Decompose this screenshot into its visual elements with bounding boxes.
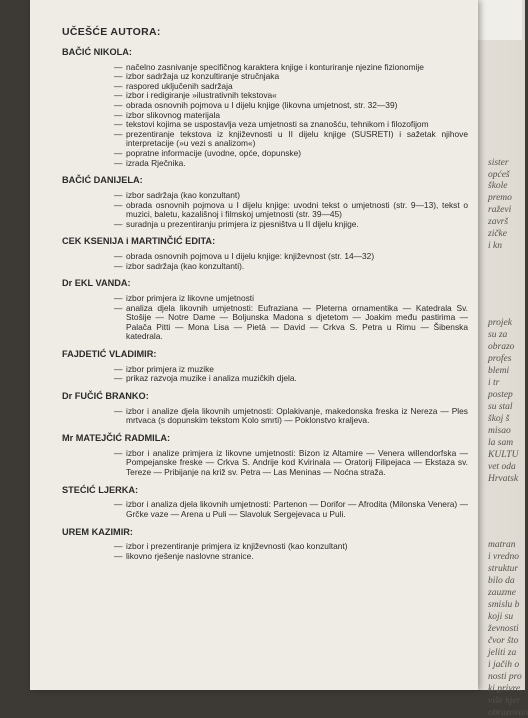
facing-page-line: obrazovan [488,708,528,718]
contribution-item: — obrada osnovnih pojmova u I dijelu knjige: uvodni tekst o umjetnosti (str. 9—13), tekst o muzici, baletu, kazališnoj i filmskoj umjetnosti (str. 39—45) [116,201,468,220]
contribution-list [60,252,468,271]
facing-page-line: i jačih o [488,660,520,670]
facing-page-line: završ [488,217,509,227]
facing-page-line: i vredno [488,552,520,562]
facing-page-line: koji su [488,612,514,622]
facing-page-line: smislu b [488,600,520,610]
contribution-item: — izbor sadržaja (kao konzultant) [116,191,468,201]
facing-page-line: škoj š [488,414,510,424]
author-name: STEĆIĆ LJERKA: [62,484,139,495]
facing-page-line: KULTU [488,450,519,460]
author-name: BAČIĆ DANIJELA: [62,175,143,186]
contribution-item: — izbor primjera iz muzike [116,365,468,375]
contribution-item: — obrada osnovnih pojmova u I dijelu knjige: književnost (str. 14—32) [116,252,468,262]
facing-page-line: ževnosti [488,624,519,634]
contribution-item: — izbor slikovnog materijala [116,111,468,121]
author-section [60,48,468,168]
facing-page-line: struktur [488,564,519,574]
author-section [60,434,468,478]
facing-page-line: bilo da [488,576,515,586]
contribution-item: — raspored uključenih sadržaja [116,82,468,92]
contribution-item: — izbor i analiza djela likovnih umjetnosti: Partenon — Dorifor — Afrodita (Milonska Venera) — Grčke vaze — Arena u Puli — Slavoluk Sergejevaca u Puli. [116,500,468,519]
page-content [60,28,468,562]
contribution-item: — prezentiranje tekstova iz književnosti u II dijelu knjige (SUSRETI) i sažetak njihove interpretacije (»u vezi s analizom«) [116,130,468,149]
contribution-item: — tekstovi kojima se uspostavlja veza umjetnosti sa znanošću, tehnikom i filozofijom [116,120,468,130]
facing-page-line: zičke [488,229,507,239]
facing-page-line: čvor što [488,636,519,646]
contribution-item: — izbor i analize primjera iz likovne umjetnosti: Bizon iz Altamire — Venera willendorfska — Pompejanske freske — Crkva S. Andrije kod Kvirinala — Oratorij Filipejaca — Ekstaza sv. Tereze — Pribijanje na križ sv. Petra — Las Meninas — Noćna straža. [116,449,468,478]
facing-page-line: nosti pro [488,672,522,682]
facing-page-line: matran [488,540,516,550]
author-section [60,176,468,229]
facing-page-line: su stal [488,402,513,412]
contribution-item: — suradnja u prezentiranju primjera iz pjesništva u II dijelu knjige. [116,220,468,230]
author-sections [60,48,468,562]
contribution-item: — analiza djela likovnih umjetnosti: Eufraziana — Pleterna ornamentika — Katedrala Sv. Stošije — Notre Dame — Boljunska Madona s djetetom — Joakim među pastirima — Palača Pitti — Mona Lisa — Pietà — David — Crkva S. Petra u Rimu — Šibenska katedrala. [116,304,468,342]
facing-page-line: i tr [488,378,500,388]
facing-page-line: premo [488,193,512,203]
facing-page-line: projek [488,318,512,328]
facing-page-line: su za [488,330,508,340]
facing-page-line: misao [488,426,511,436]
facing-page-line: obrazo [488,342,515,352]
facing-page-line: profes [488,354,512,364]
contribution-item: — izbor i redigiranje »ilustrativnih tekstova« [116,91,468,101]
contribution-list [60,63,468,169]
contribution-item: — obrada osnovnih pojmova u I dijelu knjige (likovna umjetnost, str. 32—39) [116,101,468,111]
facing-page-line: zauzme [488,588,516,598]
author-name: FAJDETIĆ VLADIMIR: [62,349,157,360]
author-name: Dr EKL VANDA: [62,278,131,289]
facing-page-line: Hrvatsk [488,474,519,484]
author-section [60,350,468,384]
facing-page-line: sister [488,158,509,168]
author-section [60,392,468,426]
facing-page-line: ki privre [488,684,521,694]
contribution-list [60,365,468,384]
author-section [60,528,468,562]
contribution-list [60,191,468,229]
facing-page-line: više hjer [488,696,521,706]
contribution-item: — izbor sadržaja (kao konzultanti). [116,262,468,272]
facing-page-line: la sam [488,438,514,448]
contribution-item: — popratne informacije (uvodne, opće, dopunske) [116,149,468,159]
contribution-list [60,542,468,561]
contribution-list [60,407,468,426]
author-name: Dr FUČIĆ BRANKO: [62,391,149,402]
contribution-item: — izbor i analize djela likovnih umjetnosti: Oplakivanje, makedonska freska iz Nereza — Ples mrtvaca (s dopunskim tekstom Kolo smrti) — Poklonstvo kraljeva. [116,407,468,426]
contribution-list [60,294,468,342]
contribution-item: — izbor i prezentiranje primjera iz književnosti (kao konzultant) [116,542,468,552]
facing-page-line: jeliti za [488,648,517,658]
contribution-item: — izrada Rječnika. [116,159,468,169]
page-title: UČEŠĆE AUTORA: [62,26,161,38]
document-page [30,0,478,690]
facing-page-line: i kn [488,241,502,251]
contribution-list [60,449,468,478]
facing-page-line: općeš [488,170,510,180]
author-name: CEK KSENIJA i MARTINČIĆ EDITA: [62,236,216,247]
facing-page-line: škole [488,181,508,191]
author-name: Mr MATEJČIĆ RADMILA: [62,433,171,444]
facing-page-line: blemi [488,366,510,376]
contribution-item: — načelno zasnivanje specifičnog karaktera knjige i konturiranje njezine fizionomije [116,63,468,73]
author-name: UREM KAZIMIR: [62,526,133,537]
contribution-list [60,500,468,519]
author-section [60,237,468,271]
author-section [60,486,468,520]
author-section [60,279,468,342]
facing-page-line: raževi [488,205,512,215]
contribution-item: — izbor sadržaja uz konzultiranje stručnjaka [116,72,468,82]
author-name: BAČIĆ NIKOLA: [62,46,132,57]
contribution-item: — likovno rješenje naslovne stranice. [116,552,468,562]
facing-page-line: postep [488,390,513,400]
facing-page-line: vet oda [488,462,516,472]
contribution-item: — prikaz razvoja muzike i analiza muzičkih djela. [116,374,468,384]
contribution-item: — izbor primjera iz likovne umjetnosti [116,294,468,304]
